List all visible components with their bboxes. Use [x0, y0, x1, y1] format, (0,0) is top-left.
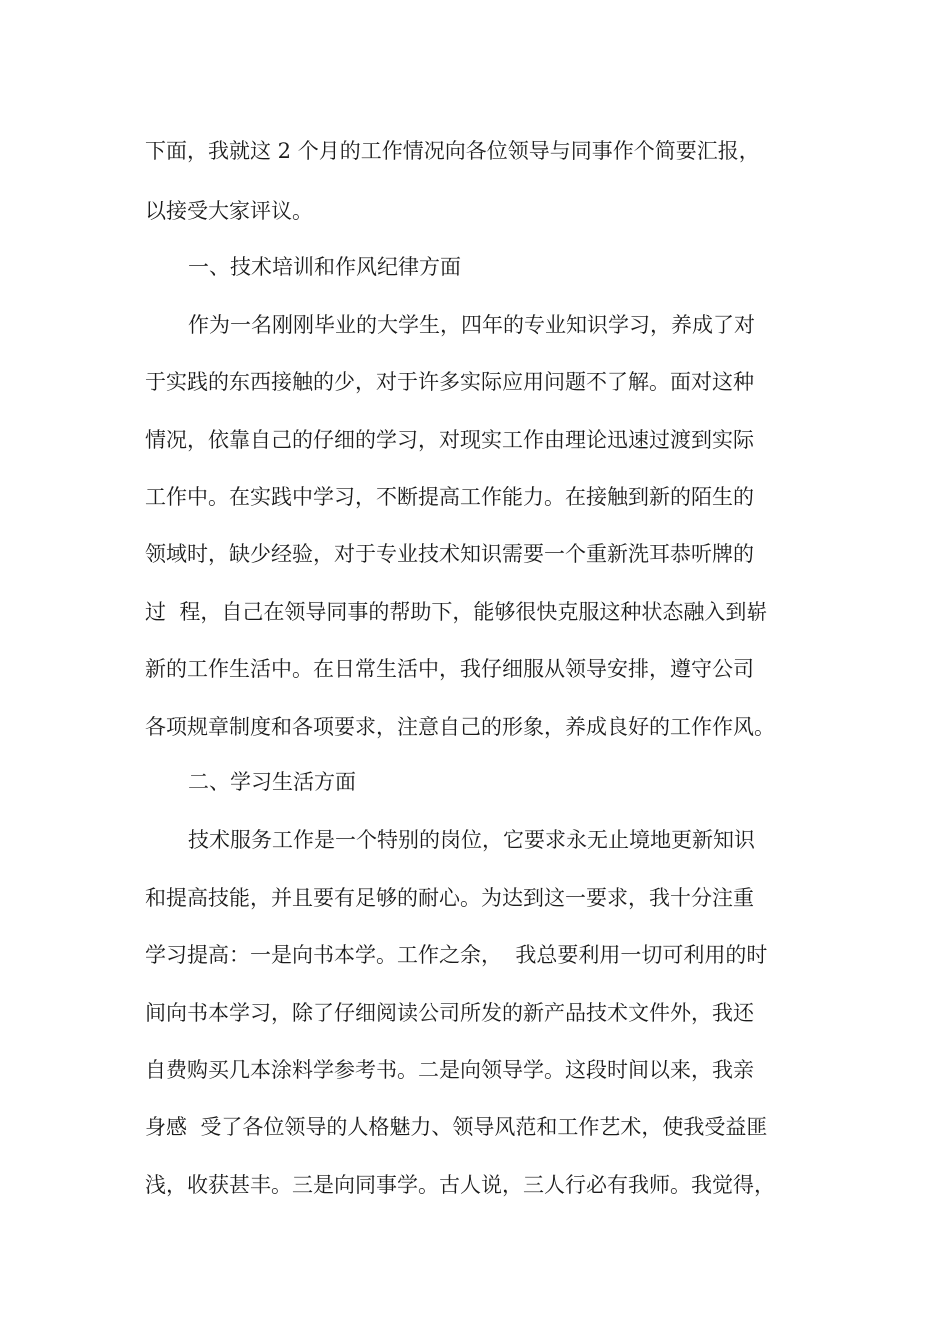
- text-line: 工作中。在实践中学习，不断提高工作能力。在接触到新的陌生的: [145, 485, 754, 509]
- text-line: 新的工作生活中。在日常生活中，我仔细服从领导安排，遵守公司: [145, 657, 754, 681]
- text-line: 情况，依靠自己的仔细的学习，对现实工作由理论迅速过渡到实际: [145, 428, 754, 452]
- section-heading: 一、技术培训和作风纪律方面: [188, 255, 461, 279]
- text-line: 和提高技能，并且要有足够的耐心。为达到这一要求，我十分注重: [145, 886, 754, 910]
- text-line: 技术服务工作是一个特别的岗位，它要求永无止境地更新知识: [188, 828, 755, 852]
- text-line: 间向书本学习，除了仔细阅读公司所发的新产品技术文件外，我还: [145, 1001, 754, 1025]
- text-line: 以接受大家评议。: [145, 199, 313, 223]
- text-line: 各项规章制度和各项要求，注意自己的形象，养成良好的工作作风。: [145, 715, 775, 739]
- text-line: 身感 受了各位领导的人格魅力、领导风范和工作艺术，使我受益匪: [145, 1115, 768, 1139]
- text-line: 自费购买几本涂料学参考书。二是向领导学。这段时间以来，我亲: [145, 1058, 754, 1082]
- text-line: 于实践的东西接触的少，对于许多实际应用问题不了解。面对这种: [145, 370, 754, 394]
- text-line: 浅，收获甚丰。三是向同事学。古人说，三人行必有我师。我觉得，: [145, 1173, 775, 1197]
- text-line: 下面，我就这 2 个月的工作情况向各位领导与同事作个简要汇报，: [145, 139, 760, 163]
- text-line: 作为一名刚刚毕业的大学生，四年的专业知识学习，养成了对: [188, 313, 755, 337]
- text-line: 领域时，缺少经验，对于专业技术知识需要一个重新洗耳恭听牌的: [145, 542, 754, 566]
- text-line: 过 程，自己在领导同事的帮助下，能够很快克服这种状态融入到崭: [145, 600, 768, 624]
- section-heading: 二、学习生活方面: [188, 770, 356, 794]
- text-line: 学习提高：一是向书本学。工作之余， 我总要利用一切可利用的时: [145, 943, 768, 967]
